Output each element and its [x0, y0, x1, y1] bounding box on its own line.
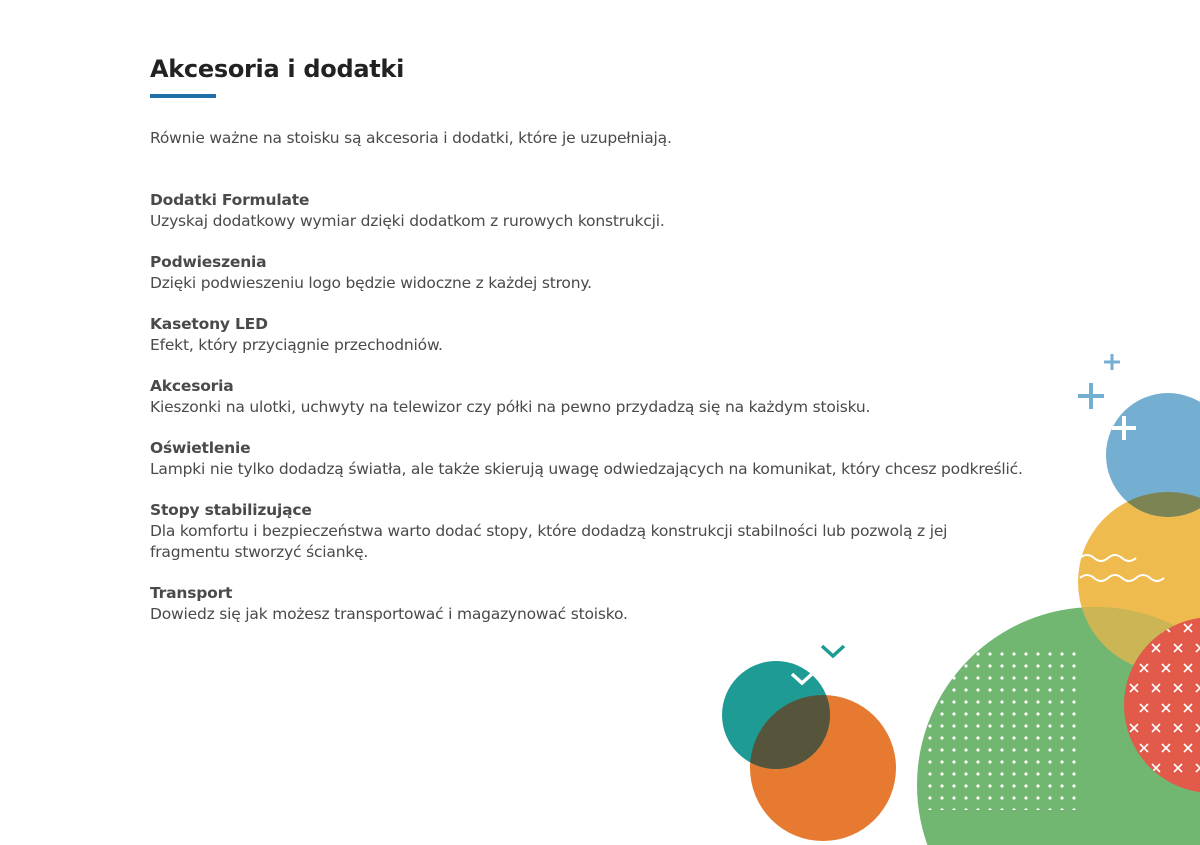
section-oswietlenie: [150, 438, 1050, 480]
section-heading: Stopy stabilizujące: [150, 501, 312, 519]
section-heading: Transport: [150, 584, 233, 602]
title-underline: [150, 94, 216, 98]
overlap-teal-orange: [750, 695, 896, 841]
section-text: Dla komfortu i bezpieczeństwa warto dodać stopy, które dodadzą konstrukcji stabilności lub pozwolą z jej fragmentu stworzyć ściankę.: [150, 522, 948, 561]
section-heading: Dodatki Formulate: [150, 191, 310, 209]
section-dodatki-formulate: [150, 190, 1050, 232]
section-podwieszenia: [150, 252, 1050, 294]
red-circle: [1124, 617, 1200, 793]
section-text: Lampki nie tylko dodadzą światła, ale także skierują uwagę odwiedzających na komunikat, który chcesz podkreślić.: [150, 460, 1023, 478]
section-text: Uzyskaj dodatkowy wymiar dzięki dodatkom z rurowych konstrukcji.: [150, 212, 665, 230]
teal-circle: [722, 661, 830, 769]
plus-icon: [1104, 354, 1120, 370]
section-heading: Kasetony LED: [150, 315, 268, 333]
page-title: Akcesoria i dodatki: [150, 55, 405, 83]
orange-circle: [750, 695, 896, 841]
blue-circle: [1106, 393, 1200, 517]
chevron-down-icon: [792, 674, 812, 683]
plus-icon: [1112, 416, 1136, 440]
yellow-circle: [1078, 492, 1200, 672]
wave-icon: [1080, 555, 1164, 581]
section-text: Kieszonki na ulotki, uchwyty na telewizor czy półki na pewno przydadzą się na każdym stoisku.: [150, 398, 871, 416]
chevron-down-icon: [822, 646, 844, 656]
section-stopy-stabilizujace: [150, 500, 980, 563]
intro-text: Równie ważne na stoisku są akcesoria i dodatki, które je uzupełniają.: [150, 129, 672, 147]
section-heading: Akcesoria: [150, 377, 234, 395]
section-kasetony-led: [150, 314, 1050, 356]
section-text: Dzięki podwieszeniu logo będzie widoczne z każdej strony.: [150, 274, 592, 292]
green-circle: [917, 607, 1200, 845]
plus-icon: [1078, 383, 1104, 409]
cross-pattern: [1130, 624, 1200, 772]
section-transport: [150, 583, 1050, 625]
section-heading: Podwieszenia: [150, 253, 267, 271]
section-text: Efekt, który przyciągnie przechodniów.: [150, 336, 443, 354]
section-text: Dowiedz się jak możesz transportować i magazynować stoisko.: [150, 605, 628, 623]
section-heading: Oświetlenie: [150, 439, 251, 457]
dot-pattern: [926, 648, 1076, 810]
section-akcesoria: [150, 376, 1050, 418]
